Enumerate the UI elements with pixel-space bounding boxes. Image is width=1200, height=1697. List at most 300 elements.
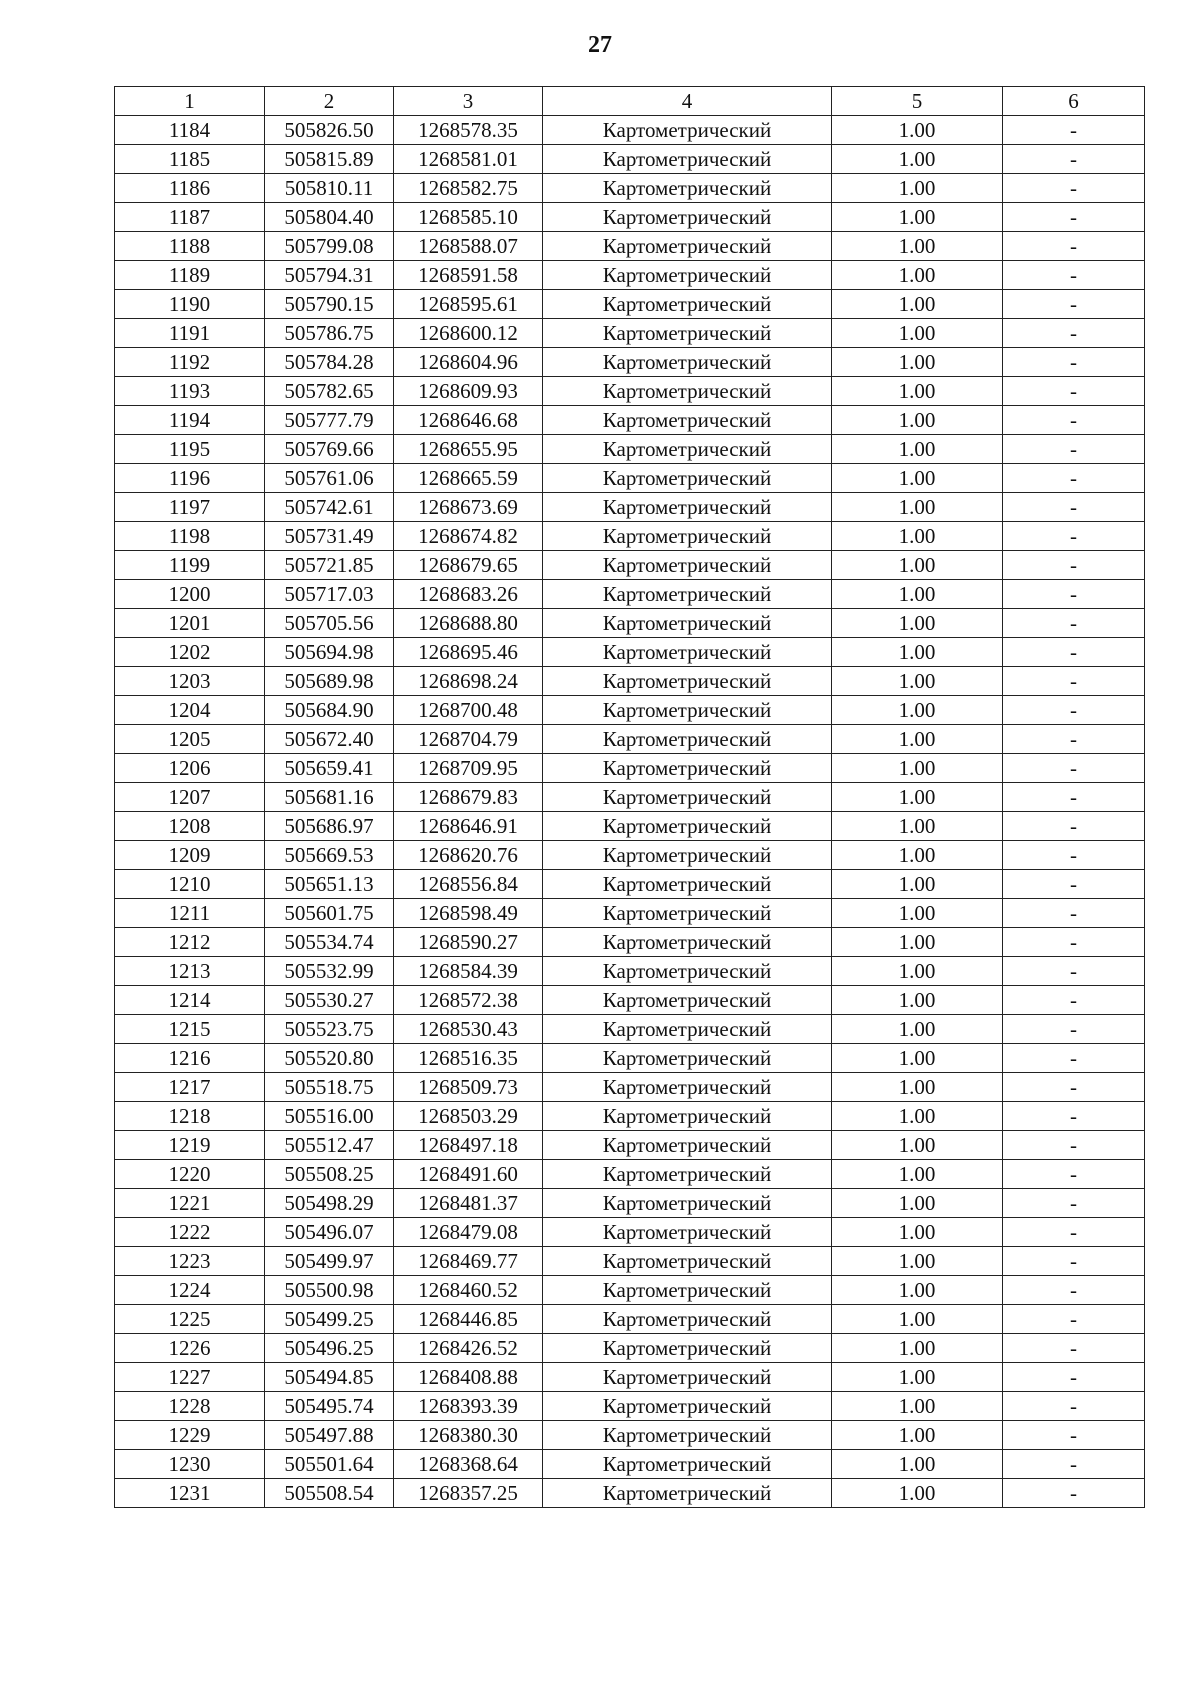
point-number-cell: 1219 [115, 1131, 265, 1160]
point-number-cell: 1221 [115, 1189, 265, 1218]
description-cell: - [1003, 696, 1145, 725]
description-cell: - [1003, 1276, 1145, 1305]
accuracy-cell: 1.00 [832, 145, 1003, 174]
point-number-cell: 1198 [115, 522, 265, 551]
table-row [115, 435, 1145, 464]
table-row [115, 667, 1145, 696]
method-cell: Картометрический [543, 406, 832, 435]
accuracy-cell: 1.00 [832, 232, 1003, 261]
method-cell: Картометрический [543, 116, 832, 145]
y-coordinate-cell: 1268591.58 [394, 261, 543, 290]
x-coordinate-cell: 505651.13 [265, 870, 394, 899]
x-coordinate-cell: 505689.98 [265, 667, 394, 696]
method-cell: Картометрический [543, 1479, 832, 1508]
y-coordinate-cell: 1268646.91 [394, 812, 543, 841]
y-coordinate-cell: 1268393.39 [394, 1392, 543, 1421]
description-cell: - [1003, 1305, 1145, 1334]
x-coordinate-cell: 505742.61 [265, 493, 394, 522]
table-row [115, 783, 1145, 812]
x-coordinate-cell: 505499.97 [265, 1247, 394, 1276]
method-cell: Картометрический [543, 1102, 832, 1131]
description-cell: - [1003, 1479, 1145, 1508]
y-coordinate-cell: 1268590.27 [394, 928, 543, 957]
x-coordinate-cell: 505518.75 [265, 1073, 394, 1102]
method-cell: Картометрический [543, 261, 832, 290]
description-cell: - [1003, 1131, 1145, 1160]
method-cell: Картометрический [543, 1334, 832, 1363]
point-number-cell: 1202 [115, 638, 265, 667]
point-number-cell: 1228 [115, 1392, 265, 1421]
table-row [115, 1421, 1145, 1450]
y-coordinate-cell: 1268709.95 [394, 754, 543, 783]
description-cell: - [1003, 986, 1145, 1015]
y-coordinate-cell: 1268368.64 [394, 1450, 543, 1479]
table-row [115, 986, 1145, 1015]
method-cell: Картометрический [543, 232, 832, 261]
point-number-cell: 1216 [115, 1044, 265, 1073]
accuracy-cell: 1.00 [832, 1160, 1003, 1189]
description-cell: - [1003, 957, 1145, 986]
description-cell: - [1003, 232, 1145, 261]
accuracy-cell: 1.00 [832, 696, 1003, 725]
accuracy-cell: 1.00 [832, 522, 1003, 551]
table-row [115, 1305, 1145, 1334]
y-coordinate-cell: 1268408.88 [394, 1363, 543, 1392]
header-cell: 2 [265, 87, 394, 116]
point-number-cell: 1190 [115, 290, 265, 319]
method-cell: Картометрический [543, 783, 832, 812]
accuracy-cell: 1.00 [832, 319, 1003, 348]
description-cell: - [1003, 1421, 1145, 1450]
method-cell: Картометрический [543, 145, 832, 174]
y-coordinate-cell: 1268578.35 [394, 116, 543, 145]
x-coordinate-cell: 505500.98 [265, 1276, 394, 1305]
accuracy-cell: 1.00 [832, 667, 1003, 696]
x-coordinate-cell: 505721.85 [265, 551, 394, 580]
accuracy-cell: 1.00 [832, 580, 1003, 609]
y-coordinate-cell: 1268584.39 [394, 957, 543, 986]
method-cell: Картометрический [543, 1450, 832, 1479]
y-coordinate-cell: 1268380.30 [394, 1421, 543, 1450]
x-coordinate-cell: 505810.11 [265, 174, 394, 203]
method-cell: Картометрический [543, 1131, 832, 1160]
table-row [115, 145, 1145, 174]
x-coordinate-cell: 505681.16 [265, 783, 394, 812]
point-number-cell: 1203 [115, 667, 265, 696]
x-coordinate-cell: 505804.40 [265, 203, 394, 232]
point-number-cell: 1204 [115, 696, 265, 725]
y-coordinate-cell: 1268556.84 [394, 870, 543, 899]
table-row [115, 290, 1145, 319]
method-cell: Картометрический [543, 667, 832, 696]
y-coordinate-cell: 1268700.48 [394, 696, 543, 725]
point-number-cell: 1187 [115, 203, 265, 232]
x-coordinate-cell: 505705.56 [265, 609, 394, 638]
table-row [115, 696, 1145, 725]
description-cell: - [1003, 725, 1145, 754]
table-row [115, 870, 1145, 899]
method-cell: Картометрический [543, 812, 832, 841]
description-cell: - [1003, 899, 1145, 928]
method-cell: Картометрический [543, 638, 832, 667]
y-coordinate-cell: 1268704.79 [394, 725, 543, 754]
method-cell: Картометрический [543, 580, 832, 609]
accuracy-cell: 1.00 [832, 290, 1003, 319]
method-cell: Картометрический [543, 870, 832, 899]
y-coordinate-cell: 1268698.24 [394, 667, 543, 696]
accuracy-cell: 1.00 [832, 464, 1003, 493]
y-coordinate-cell: 1268673.69 [394, 493, 543, 522]
accuracy-cell: 1.00 [832, 174, 1003, 203]
method-cell: Картометрический [543, 464, 832, 493]
accuracy-cell: 1.00 [832, 638, 1003, 667]
table-row [115, 1392, 1145, 1421]
method-cell: Картометрический [543, 754, 832, 783]
accuracy-cell: 1.00 [832, 435, 1003, 464]
method-cell: Картометрический [543, 1421, 832, 1450]
description-cell: - [1003, 1160, 1145, 1189]
description-cell: - [1003, 493, 1145, 522]
x-coordinate-cell: 505495.74 [265, 1392, 394, 1421]
description-cell: - [1003, 1363, 1145, 1392]
table-row [115, 348, 1145, 377]
method-cell: Картометрический [543, 1160, 832, 1189]
point-number-cell: 1218 [115, 1102, 265, 1131]
accuracy-cell: 1.00 [832, 551, 1003, 580]
x-coordinate-cell: 505815.89 [265, 145, 394, 174]
y-coordinate-cell: 1268646.68 [394, 406, 543, 435]
point-number-cell: 1210 [115, 870, 265, 899]
accuracy-cell: 1.00 [832, 957, 1003, 986]
x-coordinate-cell: 505731.49 [265, 522, 394, 551]
point-number-cell: 1206 [115, 754, 265, 783]
method-cell: Картометрический [543, 986, 832, 1015]
accuracy-cell: 1.00 [832, 1247, 1003, 1276]
table-row [115, 812, 1145, 841]
x-coordinate-cell: 505761.06 [265, 464, 394, 493]
x-coordinate-cell: 505672.40 [265, 725, 394, 754]
description-cell: - [1003, 1450, 1145, 1479]
method-cell: Картометрический [543, 435, 832, 464]
method-cell: Картометрический [543, 899, 832, 928]
y-coordinate-cell: 1268674.82 [394, 522, 543, 551]
point-number-cell: 1209 [115, 841, 265, 870]
point-number-cell: 1213 [115, 957, 265, 986]
x-coordinate-cell: 505794.31 [265, 261, 394, 290]
y-coordinate-cell: 1268516.35 [394, 1044, 543, 1073]
table-row [115, 522, 1145, 551]
point-number-cell: 1185 [115, 145, 265, 174]
method-cell: Картометрический [543, 1305, 832, 1334]
method-cell: Картометрический [543, 319, 832, 348]
table-row [115, 1160, 1145, 1189]
y-coordinate-cell: 1268585.10 [394, 203, 543, 232]
point-number-cell: 1215 [115, 1015, 265, 1044]
method-cell: Картометрический [543, 377, 832, 406]
coordinates-table [114, 86, 1145, 1508]
y-coordinate-cell: 1268357.25 [394, 1479, 543, 1508]
point-number-cell: 1199 [115, 551, 265, 580]
table-row [115, 1131, 1145, 1160]
x-coordinate-cell: 505497.88 [265, 1421, 394, 1450]
table-row [115, 580, 1145, 609]
x-coordinate-cell: 505786.75 [265, 319, 394, 348]
description-cell: - [1003, 812, 1145, 841]
method-cell: Картометрический [543, 1247, 832, 1276]
table-row [115, 1450, 1145, 1479]
point-number-cell: 1223 [115, 1247, 265, 1276]
point-number-cell: 1225 [115, 1305, 265, 1334]
description-cell: - [1003, 290, 1145, 319]
table-row [115, 232, 1145, 261]
accuracy-cell: 1.00 [832, 1392, 1003, 1421]
point-number-cell: 1186 [115, 174, 265, 203]
table-row [115, 841, 1145, 870]
table-row [115, 957, 1145, 986]
accuracy-cell: 1.00 [832, 493, 1003, 522]
method-cell: Картометрический [543, 290, 832, 319]
accuracy-cell: 1.00 [832, 1044, 1003, 1073]
y-coordinate-cell: 1268679.83 [394, 783, 543, 812]
point-number-cell: 1196 [115, 464, 265, 493]
accuracy-cell: 1.00 [832, 1479, 1003, 1508]
accuracy-cell: 1.00 [832, 812, 1003, 841]
y-coordinate-cell: 1268497.18 [394, 1131, 543, 1160]
x-coordinate-cell: 505777.79 [265, 406, 394, 435]
table-row [115, 1479, 1145, 1508]
y-coordinate-cell: 1268446.85 [394, 1305, 543, 1334]
point-number-cell: 1211 [115, 899, 265, 928]
method-cell: Картометрический [543, 348, 832, 377]
point-number-cell: 1222 [115, 1218, 265, 1247]
x-coordinate-cell: 505717.03 [265, 580, 394, 609]
description-cell: - [1003, 464, 1145, 493]
method-cell: Картометрический [543, 203, 832, 232]
x-coordinate-cell: 505694.98 [265, 638, 394, 667]
table-row [115, 1247, 1145, 1276]
description-cell: - [1003, 841, 1145, 870]
point-number-cell: 1193 [115, 377, 265, 406]
accuracy-cell: 1.00 [832, 899, 1003, 928]
header-cell: 5 [832, 87, 1003, 116]
y-coordinate-cell: 1268460.52 [394, 1276, 543, 1305]
header-cell: 4 [543, 87, 832, 116]
point-number-cell: 1207 [115, 783, 265, 812]
method-cell: Картометрический [543, 493, 832, 522]
point-number-cell: 1212 [115, 928, 265, 957]
accuracy-cell: 1.00 [832, 1015, 1003, 1044]
method-cell: Картометрический [543, 696, 832, 725]
accuracy-cell: 1.00 [832, 116, 1003, 145]
description-cell: - [1003, 551, 1145, 580]
description-cell: - [1003, 406, 1145, 435]
description-cell: - [1003, 203, 1145, 232]
description-cell: - [1003, 145, 1145, 174]
point-number-cell: 1227 [115, 1363, 265, 1392]
accuracy-cell: 1.00 [832, 348, 1003, 377]
accuracy-cell: 1.00 [832, 1421, 1003, 1450]
table-row [115, 377, 1145, 406]
accuracy-cell: 1.00 [832, 783, 1003, 812]
table-row [115, 1363, 1145, 1392]
table-row [115, 1276, 1145, 1305]
method-cell: Картометрический [543, 1363, 832, 1392]
table-row [115, 261, 1145, 290]
method-cell: Картометрический [543, 522, 832, 551]
description-cell: - [1003, 435, 1145, 464]
x-coordinate-cell: 505686.97 [265, 812, 394, 841]
point-number-cell: 1208 [115, 812, 265, 841]
method-cell: Картометрический [543, 1392, 832, 1421]
x-coordinate-cell: 505499.25 [265, 1305, 394, 1334]
accuracy-cell: 1.00 [832, 406, 1003, 435]
point-number-cell: 1194 [115, 406, 265, 435]
point-number-cell: 1229 [115, 1421, 265, 1450]
x-coordinate-cell: 505516.00 [265, 1102, 394, 1131]
x-coordinate-cell: 505496.07 [265, 1218, 394, 1247]
accuracy-cell: 1.00 [832, 377, 1003, 406]
accuracy-cell: 1.00 [832, 1305, 1003, 1334]
point-number-cell: 1220 [115, 1160, 265, 1189]
table-row [115, 1044, 1145, 1073]
x-coordinate-cell: 505601.75 [265, 899, 394, 928]
description-cell: - [1003, 261, 1145, 290]
header-row [115, 87, 1145, 116]
x-coordinate-cell: 505826.50 [265, 116, 394, 145]
description-cell: - [1003, 174, 1145, 203]
accuracy-cell: 1.00 [832, 1218, 1003, 1247]
header-cell: 1 [115, 87, 265, 116]
x-coordinate-cell: 505790.15 [265, 290, 394, 319]
point-number-cell: 1230 [115, 1450, 265, 1479]
x-coordinate-cell: 505512.47 [265, 1131, 394, 1160]
accuracy-cell: 1.00 [832, 754, 1003, 783]
point-number-cell: 1197 [115, 493, 265, 522]
accuracy-cell: 1.00 [832, 1131, 1003, 1160]
description-cell: - [1003, 348, 1145, 377]
point-number-cell: 1217 [115, 1073, 265, 1102]
x-coordinate-cell: 505534.74 [265, 928, 394, 957]
method-cell: Картометрический [543, 551, 832, 580]
y-coordinate-cell: 1268604.96 [394, 348, 543, 377]
table-row [115, 116, 1145, 145]
y-coordinate-cell: 1268509.73 [394, 1073, 543, 1102]
x-coordinate-cell: 505530.27 [265, 986, 394, 1015]
accuracy-cell: 1.00 [832, 1102, 1003, 1131]
x-coordinate-cell: 505784.28 [265, 348, 394, 377]
table-row [115, 1334, 1145, 1363]
description-cell: - [1003, 1334, 1145, 1363]
description-cell: - [1003, 754, 1145, 783]
point-number-cell: 1191 [115, 319, 265, 348]
y-coordinate-cell: 1268600.12 [394, 319, 543, 348]
table-row [115, 406, 1145, 435]
accuracy-cell: 1.00 [832, 870, 1003, 899]
page-number: 27 [588, 32, 612, 58]
point-number-cell: 1184 [115, 116, 265, 145]
table-row [115, 928, 1145, 957]
description-cell: - [1003, 1015, 1145, 1044]
x-coordinate-cell: 505496.25 [265, 1334, 394, 1363]
point-number-cell: 1201 [115, 609, 265, 638]
description-cell: - [1003, 870, 1145, 899]
description-cell: - [1003, 1392, 1145, 1421]
y-coordinate-cell: 1268695.46 [394, 638, 543, 667]
point-number-cell: 1192 [115, 348, 265, 377]
y-coordinate-cell: 1268609.93 [394, 377, 543, 406]
point-number-cell: 1226 [115, 1334, 265, 1363]
accuracy-cell: 1.00 [832, 841, 1003, 870]
description-cell: - [1003, 1073, 1145, 1102]
y-coordinate-cell: 1268595.61 [394, 290, 543, 319]
x-coordinate-cell: 505520.80 [265, 1044, 394, 1073]
description-cell: - [1003, 1102, 1145, 1131]
table-body [115, 116, 1145, 1508]
method-cell: Картометрический [543, 1073, 832, 1102]
method-cell: Картометрический [543, 1218, 832, 1247]
y-coordinate-cell: 1268581.01 [394, 145, 543, 174]
description-cell: - [1003, 609, 1145, 638]
method-cell: Картометрический [543, 957, 832, 986]
x-coordinate-cell: 505501.64 [265, 1450, 394, 1479]
description-cell: - [1003, 319, 1145, 348]
method-cell: Картометрический [543, 1276, 832, 1305]
table-row [115, 1189, 1145, 1218]
x-coordinate-cell: 505769.66 [265, 435, 394, 464]
accuracy-cell: 1.00 [832, 1450, 1003, 1479]
description-cell: - [1003, 1189, 1145, 1218]
accuracy-cell: 1.00 [832, 1363, 1003, 1392]
y-coordinate-cell: 1268426.52 [394, 1334, 543, 1363]
x-coordinate-cell: 505508.54 [265, 1479, 394, 1508]
description-cell: - [1003, 1218, 1145, 1247]
description-cell: - [1003, 928, 1145, 957]
point-number-cell: 1231 [115, 1479, 265, 1508]
method-cell: Картометрический [543, 928, 832, 957]
table-row [115, 319, 1145, 348]
table-row [115, 1218, 1145, 1247]
method-cell: Картометрический [543, 174, 832, 203]
table-row [115, 174, 1145, 203]
x-coordinate-cell: 505532.99 [265, 957, 394, 986]
x-coordinate-cell: 505523.75 [265, 1015, 394, 1044]
y-coordinate-cell: 1268655.95 [394, 435, 543, 464]
table-row [115, 638, 1145, 667]
x-coordinate-cell: 505659.41 [265, 754, 394, 783]
y-coordinate-cell: 1268688.80 [394, 609, 543, 638]
accuracy-cell: 1.00 [832, 986, 1003, 1015]
y-coordinate-cell: 1268481.37 [394, 1189, 543, 1218]
accuracy-cell: 1.00 [832, 725, 1003, 754]
accuracy-cell: 1.00 [832, 1334, 1003, 1363]
description-cell: - [1003, 377, 1145, 406]
y-coordinate-cell: 1268665.59 [394, 464, 543, 493]
accuracy-cell: 1.00 [832, 1276, 1003, 1305]
table-row [115, 1073, 1145, 1102]
x-coordinate-cell: 505498.29 [265, 1189, 394, 1218]
description-cell: - [1003, 638, 1145, 667]
point-number-cell: 1205 [115, 725, 265, 754]
table-row [115, 754, 1145, 783]
accuracy-cell: 1.00 [832, 1073, 1003, 1102]
description-cell: - [1003, 667, 1145, 696]
x-coordinate-cell: 505782.65 [265, 377, 394, 406]
accuracy-cell: 1.00 [832, 261, 1003, 290]
method-cell: Картометрический [543, 1189, 832, 1218]
x-coordinate-cell: 505669.53 [265, 841, 394, 870]
description-cell: - [1003, 1044, 1145, 1073]
x-coordinate-cell: 505494.85 [265, 1363, 394, 1392]
